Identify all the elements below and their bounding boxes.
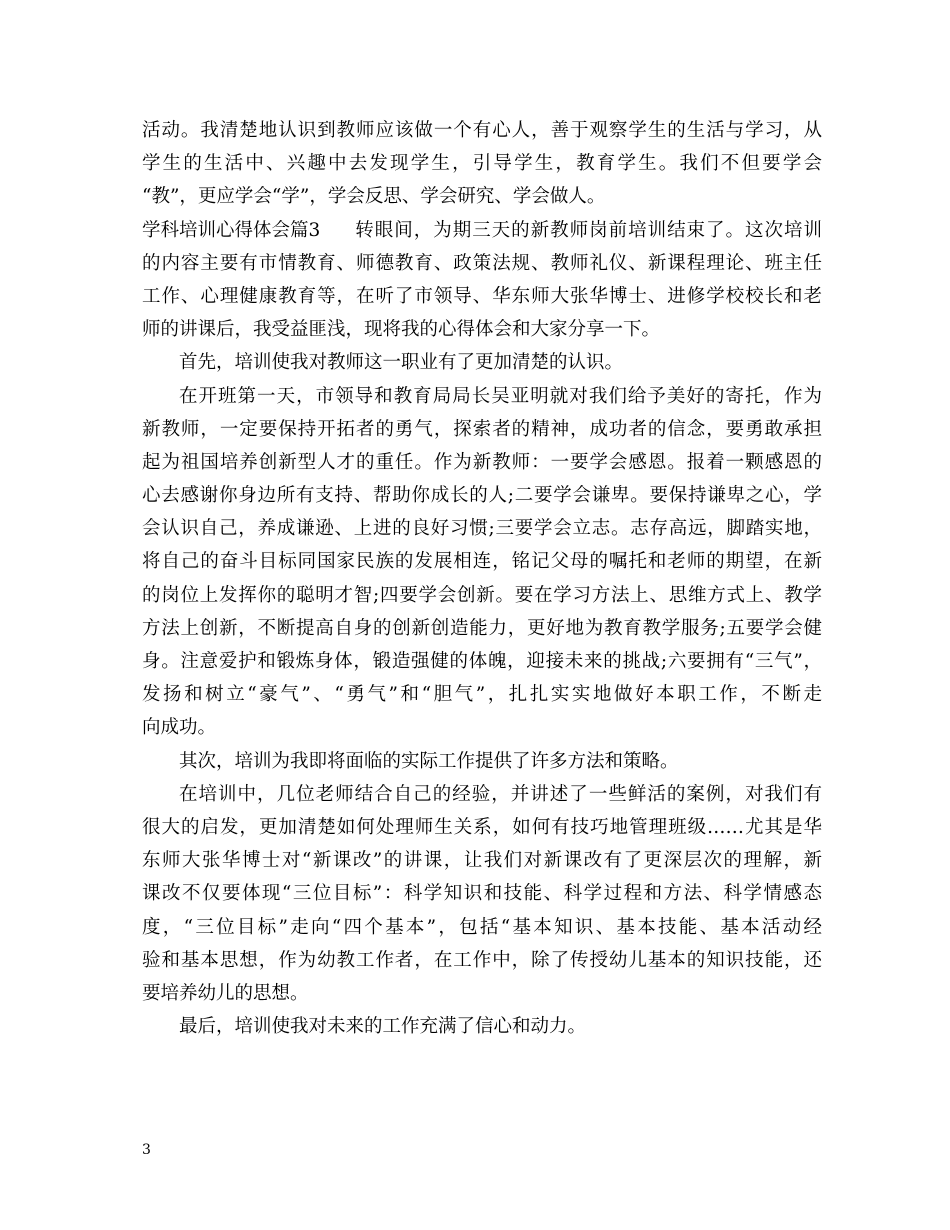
paragraph-line: 首先，培训使我对教师这一职业有了更加清楚的认识。 [179, 352, 624, 374]
text-line: 工作、心理健康教育等，在听了市领导、华东师大张华博士、进修学校校长和老 [142, 285, 822, 307]
section-heading-line [142, 214, 822, 247]
text-line: 心去感谢你身边所有支持、帮助你成长的人;二要学会谦卑。要保持谦卑之心，学 [142, 485, 822, 507]
text-line: 会认识自己，养成谦逊、上进的良好习惯;三要学会立志。志存高远，脚踏实地， [142, 518, 822, 540]
text-line: 验和基本思想，作为幼教工作者，在工作中，除了传授幼儿基本的知识技能，还 [142, 949, 822, 971]
text-line: 要培养幼儿的思想。 [142, 982, 309, 1004]
text-line: 东师大张华博士对“新课改”的讲课，让我们对新课改有了更深层次的理解，新 [142, 850, 822, 872]
paragraph-line: 在培训中，几位老师结合自己的经验，并讲述了一些鲜活的案例，对我们有 [179, 783, 822, 805]
text-line: “教”，更应学会“学”，学会反思、学会研究、学会做人。 [142, 186, 606, 208]
section-first-line: 转眼间，为期三天的新教师岗前培训结束了。这次培训 [354, 219, 822, 241]
text-line: 将自己的奋斗目标同国家民族的发展相连，铭记父母的嘱托和老师的期望，在新 [142, 551, 822, 573]
page-number: 3 [142, 1142, 151, 1158]
text-line: 发扬和树立“豪气”、“勇气”和“胆气”，扎扎实实地做好本职工作，不断走 [142, 684, 822, 706]
text-line: 向成功。 [142, 717, 217, 739]
text-line: 方法上创新，不断提高自身的创新创造能力，更好地为教育教学服务;五要学会健 [142, 617, 822, 639]
text-line: 的内容主要有市情教育、师德教育、政策法规、教师礼仪、新课程理论、班主任 [142, 252, 822, 274]
section-title: 学科培训心得体会篇3 [142, 219, 321, 241]
text-line: 学生的生活中、兴趣中去发现学生，引导学生，教育学生。我们不但要学会 [142, 153, 822, 175]
text-line: 课改不仅要体现“三位目标”：科学知识和技能、科学过程和方法、科学情感态 [142, 883, 822, 905]
paragraph-line: 在开班第一天，市领导和教育局局长吴亚明就对我们给予美好的寄托，作为 [179, 385, 822, 407]
text-line: 很大的启发，更加清楚如何处理师生关系，如何有技巧地管理班级……尤其是华 [142, 816, 822, 838]
text-line: 师的讲课后，我受益匪浅，现将我的心得体会和大家分享一下。 [142, 319, 661, 341]
document-body [142, 114, 822, 1043]
paragraph-line: 最后，培训使我对未来的工作充满了信心和动力。 [179, 1016, 587, 1038]
text-line: 度，“三位目标”走向“四个基本”，包括“基本知识、基本技能、基本活动经 [142, 916, 822, 938]
text-line: 起为祖国培养创新型人才的重任。作为新教师：一要学会感恩。报着一颗感恩的 [142, 451, 822, 473]
text-line: 身。注意爱护和锻炼身体，锻造强健的体魄，迎接未来的挑战;六要拥有“三气”， [142, 651, 822, 672]
text-line: 活动。我清楚地认识到教师应该做一个有心人，善于观察学生的生活与学习，从 [142, 120, 822, 141]
paragraph-line: 其次，培训为我即将面临的实际工作提供了许多方法和策略。 [179, 750, 679, 772]
text-line: 的岗位上发挥你的聪明才智;四要学会创新。要在学习方法上、思维方式上、教学 [142, 584, 822, 606]
text-line: 新教师，一定要保持开拓者的勇气，探索者的精神，成功者的信念，要勇敢承担 [142, 418, 822, 440]
